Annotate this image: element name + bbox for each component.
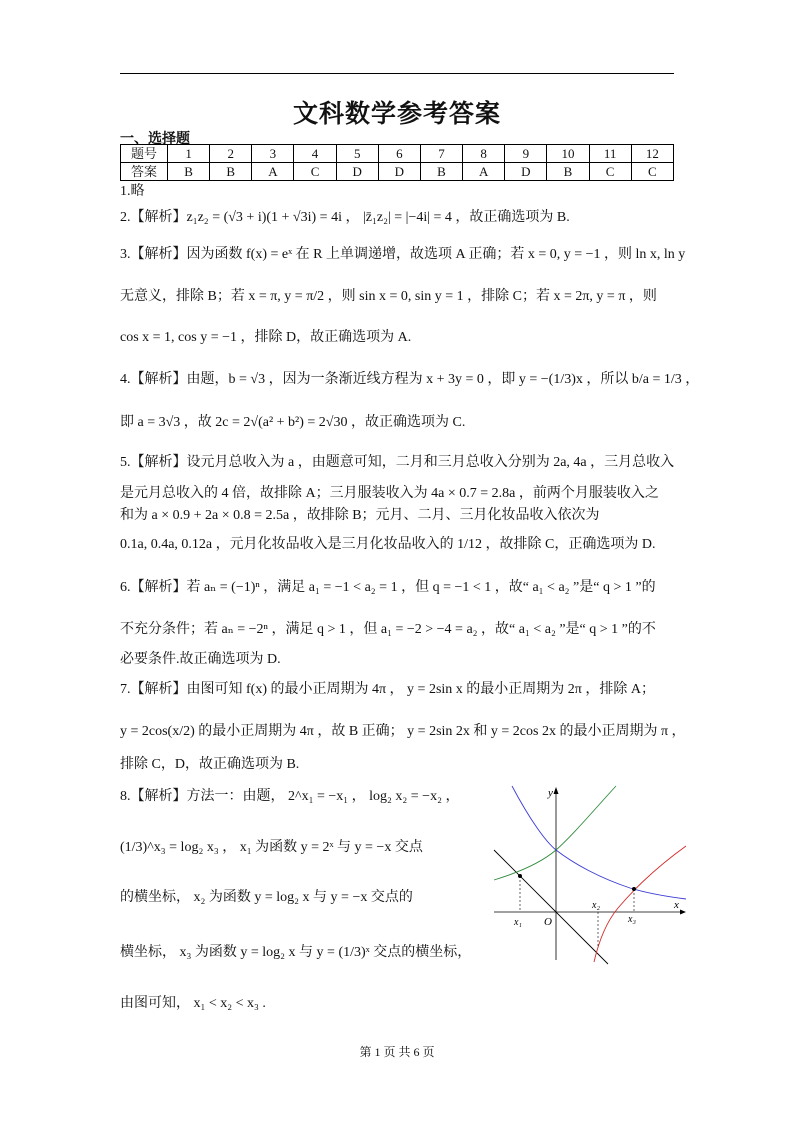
- solution-7-line-2: y = 2cos(x/2) 的最小正周期为 4π ，故 B 正确； y = 2sin 2x 和 y = 2cos 2x 的最小正周期为 π ，: [120, 724, 686, 739]
- table-cell-number: 10: [547, 145, 589, 163]
- section-title-choice: 一、选择题: [120, 132, 190, 147]
- table-cell-answer: B: [168, 163, 210, 181]
- solution-1: 1.略: [120, 184, 145, 199]
- table-cell-answer: C: [294, 163, 336, 181]
- x-axis-label: x: [674, 899, 679, 911]
- curve-inv3: [512, 786, 686, 899]
- solution-5-line-4: 0.1a, 0.4a, 0.12a ，元月化妆品收入是三月化妆品收入的 1/12 ，故排除 C，正确选项为 D.: [120, 537, 656, 552]
- origin-label: O: [544, 916, 552, 928]
- line-neg-x: [494, 850, 608, 964]
- table-row-label: 题号: [121, 145, 168, 163]
- table-row-label: 答案: [121, 163, 168, 181]
- solution-8-line-4: 横坐标， x₃ 为函数 y = log₂ x 与 y = (1/3)ˣ 交点的横坐标，: [120, 945, 472, 960]
- solution-8-line-2: (1/3)^x₃ = log₂ x₃ ， x₁ 为函数 y = 2ˣ 与 y = −x 交点: [120, 840, 423, 855]
- header-rule: [120, 73, 674, 74]
- table-cell-answer: B: [547, 163, 589, 181]
- solution-8-line-3: 的横坐标， x₂ 为函数 y = log₂ x 与 y = −x 交点的: [120, 890, 413, 905]
- solution-5-line-1: 5.【解析】设元月总收入为 a ，由题意可知，二月和三月总收入分别为 2a, 4a ，三月总收入: [120, 455, 675, 470]
- table-cell-answer: A: [463, 163, 505, 181]
- table-cell-answer: D: [378, 163, 420, 181]
- table-cell-answer: B: [210, 163, 252, 181]
- y-axis-label: y: [548, 787, 553, 799]
- answer-table: [120, 144, 674, 181]
- page-title: 文科数学参考答案: [292, 101, 501, 128]
- table-cell-answer: D: [336, 163, 378, 181]
- solution-3-line-2: 无意义，排除 B；若 x = π, y = π/2 ，则 sin x = 0, sin y = 1 ，排除 C；若 x = 2π, y = π ，则: [120, 289, 657, 304]
- solution-5-line-2: 是元月总收入的 4 倍，故排除 A；三月服装收入为 4a × 0.7 = 2.8a ，前两个月服装收入之: [120, 486, 659, 501]
- solution-6-line-2: 不充分条件；若 aₙ = −2ⁿ ，满足 q > 1 ，但 a₁ = −2 > −4 = a₂ ，故“ a₁ < a₂ ”是“ q > 1 ”的不: [120, 622, 656, 637]
- x2-label: x₂: [592, 900, 600, 911]
- solution-8-line-1: 8.【解析】方法一：由题， 2^x₁ = −x₁ ， log₂ x₂ = −x₂ ，: [120, 789, 460, 804]
- table-cell-number: 9: [505, 145, 547, 163]
- curve-log2: [594, 846, 686, 962]
- solution-3-line-1: 3.【解析】因为函数 f(x) = eˣ 在 R 上单调递增，故选项 A 正确；若 x = 0, y = −1 ，则 ln x, ln y: [120, 247, 686, 262]
- curve-exp2: [494, 786, 616, 880]
- solution-7-line-1: 7.【解析】由图可知 f(x) 的最小正周期为 4π ， y = 2sin x 的最小正周期为 2π ，排除 A；: [120, 682, 655, 697]
- table-cell-number: 4: [294, 145, 336, 163]
- solution-4-line-2: 即 a = 3√3 ，故 2c = 2√(a² + b²) = 2√30 ，故正确选项为 C.: [120, 415, 466, 430]
- answer-table-number-row: [121, 145, 674, 163]
- table-cell-answer: C: [589, 163, 631, 181]
- solution-6-line-3: 必要条件.故正确选项为 D.: [120, 652, 281, 667]
- table-cell-number: 2: [210, 145, 252, 163]
- table-cell-number: 6: [378, 145, 420, 163]
- x3-label: x₃: [628, 914, 636, 925]
- y-axis-arrow-icon: [554, 787, 559, 794]
- table-cell-number: 5: [336, 145, 378, 163]
- answer-table-answer-row: [121, 163, 674, 181]
- solution-3-line-3: cos x = 1, cos y = −1 ，排除 D，故正确选项为 A.: [120, 330, 412, 345]
- x1-label: x₁: [514, 917, 522, 928]
- x-axis-arrow-icon: [680, 910, 686, 915]
- solution-4-line-1: 4.【解析】由题，b = √3 ，因为一条渐近线方程为 x + 3y = 0 ，即 y = −(1/3)x ，所以 b/a = 1/3 ，: [120, 372, 700, 387]
- page-footer: 第 1 页 共 6 页: [359, 1045, 435, 1059]
- table-cell-answer: C: [631, 163, 673, 181]
- table-cell-answer: A: [252, 163, 294, 181]
- table-cell-number: 3: [252, 145, 294, 163]
- table-cell-number: 8: [463, 145, 505, 163]
- solution-5-line-3: 和为 a × 0.9 + 2a × 0.8 = 2.5a ，故排除 B；元月、二月、三月化妆品收入依次为: [120, 508, 600, 523]
- solution-2: 2.【解析】z₁z₂ = (√3 + i)(1 + √3i) = 4i ， |z̄₁z₂| = |−4i| = 4 ，故正确选项为 B.: [120, 210, 570, 225]
- solution-7-line-3: 排除 C，D，故正确选项为 B.: [120, 757, 300, 772]
- table-cell-number: 12: [631, 145, 673, 163]
- table-cell-answer: D: [505, 163, 547, 181]
- table-cell-number: 11: [589, 145, 631, 163]
- table-cell-number: 1: [168, 145, 210, 163]
- function-graph: [490, 780, 690, 965]
- table-cell-number: 7: [420, 145, 462, 163]
- table-cell-answer: B: [420, 163, 462, 181]
- solution-6-line-1: 6.【解析】若 aₙ = (−1)ⁿ ，满足 a₁ = −1 < a₂ = 1 ，但 q = −1 < 1 ，故“ a₁ < a₂ ”是“ q > 1 ”的: [120, 580, 656, 595]
- solution-8-line-5: 由图可知， x₁ < x₂ < x₃ .: [120, 996, 266, 1011]
